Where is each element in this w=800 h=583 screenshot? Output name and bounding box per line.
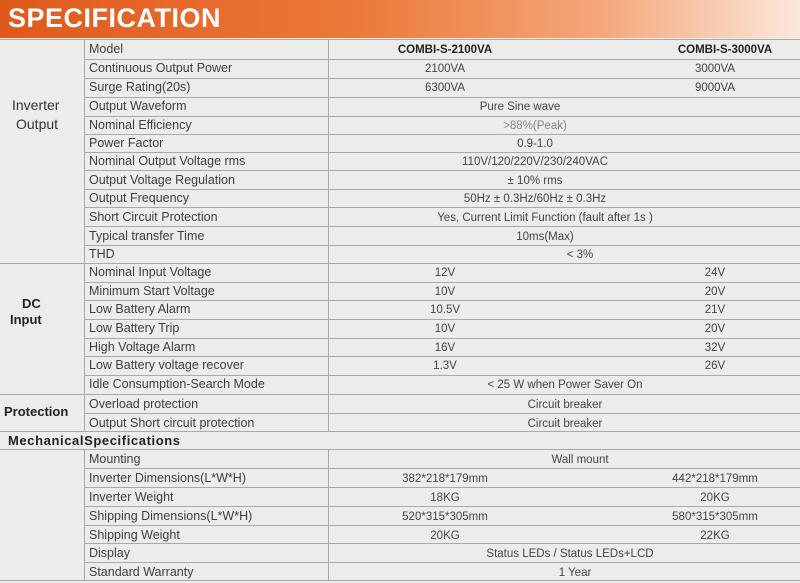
cell-3000: 3000VA — [694, 63, 736, 75]
cell-3000: 9000VA — [694, 82, 736, 94]
row-divider — [85, 300, 800, 301]
cell-3000: 580*315*305mm — [672, 511, 758, 523]
row-divider — [0, 580, 800, 581]
column-divider — [84, 449, 85, 580]
cell-2100: 1.3V — [433, 360, 457, 372]
row-label: Short Circuit Protection — [89, 210, 218, 224]
row-label: Inverter Dimensions(L*W*H) — [89, 471, 246, 485]
row-divider — [85, 134, 800, 135]
group-dc-input-line2: Input — [10, 312, 42, 327]
cell-span: Circuit breaker — [527, 418, 603, 430]
row-divider — [85, 525, 800, 526]
row-label: Low Battery Trip — [89, 321, 180, 335]
row-divider — [85, 170, 800, 171]
cell-3000: 21V — [704, 304, 726, 316]
group-protection: Protection — [4, 404, 69, 419]
row-label: Idle Consumption-Search Mode — [89, 377, 265, 391]
cell-2100: 20KG — [430, 530, 460, 542]
row-label: Minimum Start Voltage — [89, 284, 215, 298]
cell-3000: 26V — [704, 360, 726, 372]
row-label: Nominal Input Voltage — [89, 265, 212, 279]
spec-title: SPECIFICATION — [8, 3, 222, 33]
cell-2100: 10V — [434, 323, 456, 335]
row-label: Shipping Dimensions(L*W*H) — [89, 509, 253, 523]
row-label: Surge Rating(20s) — [89, 80, 191, 94]
row-divider — [85, 78, 800, 79]
row-divider — [85, 207, 800, 208]
row-divider — [85, 282, 800, 283]
group-mechanical: MechanicalSpecifications — [8, 433, 181, 448]
cell-3000: 20KG — [700, 492, 730, 504]
cell-span: < 25 W when Power Saver On — [487, 379, 643, 391]
row-divider — [85, 59, 800, 60]
cell-span: 1 Year — [558, 567, 592, 579]
row-label: Nominal Efficiency — [89, 118, 192, 132]
row-label: Nominal Output Voltage rms — [89, 154, 246, 168]
row-divider — [85, 152, 800, 153]
column-divider — [328, 39, 329, 431]
row-divider — [85, 97, 800, 98]
cell-span: 10ms(Max) — [516, 231, 574, 243]
cell-span: Wall mount — [551, 454, 609, 466]
row-divider — [0, 39, 800, 40]
row-label: Power Factor — [89, 136, 164, 150]
column-divider — [84, 39, 85, 431]
row-divider — [85, 487, 800, 488]
row-divider — [85, 375, 800, 376]
cell-2100: 16V — [434, 342, 456, 354]
cell-span: 110V/120/220V/230/240VAC — [462, 156, 608, 168]
row-label: Output Frequency — [89, 191, 190, 205]
row-divider — [85, 356, 800, 357]
row-label: Mounting — [89, 452, 141, 466]
row-divider — [85, 413, 800, 414]
row-label: Low Battery Alarm — [89, 302, 191, 316]
cell-span: < 3% — [566, 249, 594, 261]
row-divider — [85, 506, 800, 507]
group-dc-input — [10, 296, 42, 328]
model-2100-header: COMBI-S-2100VA — [397, 44, 493, 56]
cell-2100: 382*218*179mm — [402, 473, 488, 485]
cell-2100: 18KG — [430, 492, 460, 504]
row-label: Display — [89, 546, 130, 560]
row-divider — [0, 263, 800, 264]
row-label: Output Voltage Regulation — [89, 173, 235, 187]
cell-span: >88%(Peak) — [503, 120, 567, 132]
row-divider — [85, 116, 800, 117]
row-label: THD — [89, 247, 115, 261]
row-label: Standard Warranty — [89, 565, 194, 579]
row-label: Typical transfer Time — [89, 229, 205, 243]
row-divider — [85, 543, 800, 544]
cell-2100: 10V — [434, 286, 456, 298]
model-3000-header: COMBI-S-3000VA — [677, 44, 773, 56]
cell-2100: 10.5V — [429, 304, 461, 316]
row-divider — [85, 245, 800, 246]
row-label-model: Model — [89, 42, 124, 56]
row-divider — [85, 226, 800, 227]
spec-banner — [0, 0, 800, 38]
row-label: Low Battery voltage recover — [89, 358, 244, 372]
cell-span: Yes, Current Limit Function (fault after 1s ) — [437, 212, 653, 224]
row-label: High Voltage Alarm — [89, 340, 196, 354]
row-label: Shipping Weight — [89, 528, 180, 542]
row-label: Output Short circuit protection — [89, 416, 255, 430]
cell-span: 50Hz ± 0.3Hz/60Hz ± 0.3Hz — [463, 193, 607, 205]
cell-3000: 22KG — [700, 530, 730, 542]
cell-span: Circuit breaker — [527, 399, 603, 411]
cell-3000: 20V — [704, 286, 726, 298]
cell-span: Status LEDs / Status LEDs+LCD — [486, 548, 654, 560]
row-label: Overload protection — [89, 397, 199, 411]
row-label: Output Waveform — [89, 99, 187, 113]
column-divider — [328, 449, 329, 580]
cell-span: 0.9-1.0 — [517, 138, 553, 150]
row-divider — [85, 562, 800, 563]
row-divider — [0, 394, 800, 395]
group-inverter-output — [12, 96, 59, 134]
cell-span: Pure Sine wave — [479, 101, 561, 113]
cell-3000: 20V — [704, 323, 726, 335]
cell-3000: 24V — [704, 267, 726, 279]
row-divider — [85, 189, 800, 190]
cell-span: ± 10% rms — [507, 175, 563, 187]
row-divider — [85, 338, 800, 339]
row-label: Inverter Weight — [89, 490, 174, 504]
group-inverter-output-line2: Output — [16, 116, 59, 132]
row-label: Continuous Output Power — [89, 61, 233, 75]
cell-3000: 32V — [704, 342, 726, 354]
row-divider — [85, 319, 800, 320]
cell-3000: 442*218*179mm — [672, 473, 758, 485]
group-inverter-output-line1: Inverter — [12, 97, 60, 113]
cell-2100: 12V — [434, 267, 456, 279]
row-divider — [85, 468, 800, 469]
cell-2100: 520*315*305mm — [402, 511, 488, 523]
group-dc-input-line1: DC — [22, 296, 41, 311]
cell-2100: 6300VA — [424, 82, 466, 94]
cell-2100: 2100VA — [424, 63, 466, 75]
